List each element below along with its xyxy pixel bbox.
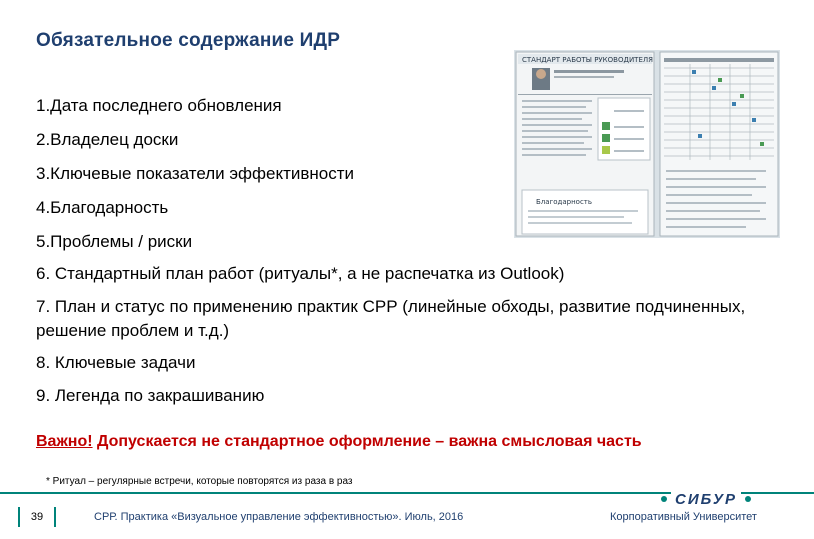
footer-title: СРР. Практика «Визуальное управление эффективностью». Июль, 2016 [94,511,464,523]
logo-wordmark: СИБУР [671,491,741,508]
list-item: 2.Владелец доски [36,130,179,149]
logo-dot-icon [745,496,751,502]
important-note [36,433,642,451]
list-item: 9. Легенда по закрашиванию [36,386,265,405]
list-item: 7. План и статус по применению практик СРР (линейные обходы, развитие подчиненных, решение проблем и т.д.) [36,297,746,340]
important-label: Важно! [36,433,93,450]
slide-title: Обязательное содержание ИДР [36,30,341,51]
board-photo-drawing [514,50,780,238]
list-item: 4.Благодарность [36,198,169,217]
list-item: 5.Проблемы / риски [36,232,193,251]
footer-org: Корпоративный Университет [610,511,757,523]
footnote: * Ритуал – регулярные встречи, которые повторятся из раза в раз [46,476,353,487]
board-panel-text: Благодарность [536,198,593,206]
board-photo [514,50,780,238]
important-text: Допускается не стандартное оформление – важна смысловая часть [92,433,642,450]
list-item: 6. Стандартный план работ (ритуалы*, а не распечатка из Outlook) [36,264,565,283]
board-header-text: СТАНДАРТ РАБОТЫ РУКОВОДИТЕЛЯ [522,56,654,64]
sibur-logo [652,491,760,507]
list-item: 8. Ключевые задачи [36,353,196,372]
slide-number: 39 [18,507,56,527]
logo-dot-icon [661,496,667,502]
list-item: 3.Ключевые показатели эффективности [36,164,355,183]
list-item: 1.Дата последнего обновления [36,96,282,115]
